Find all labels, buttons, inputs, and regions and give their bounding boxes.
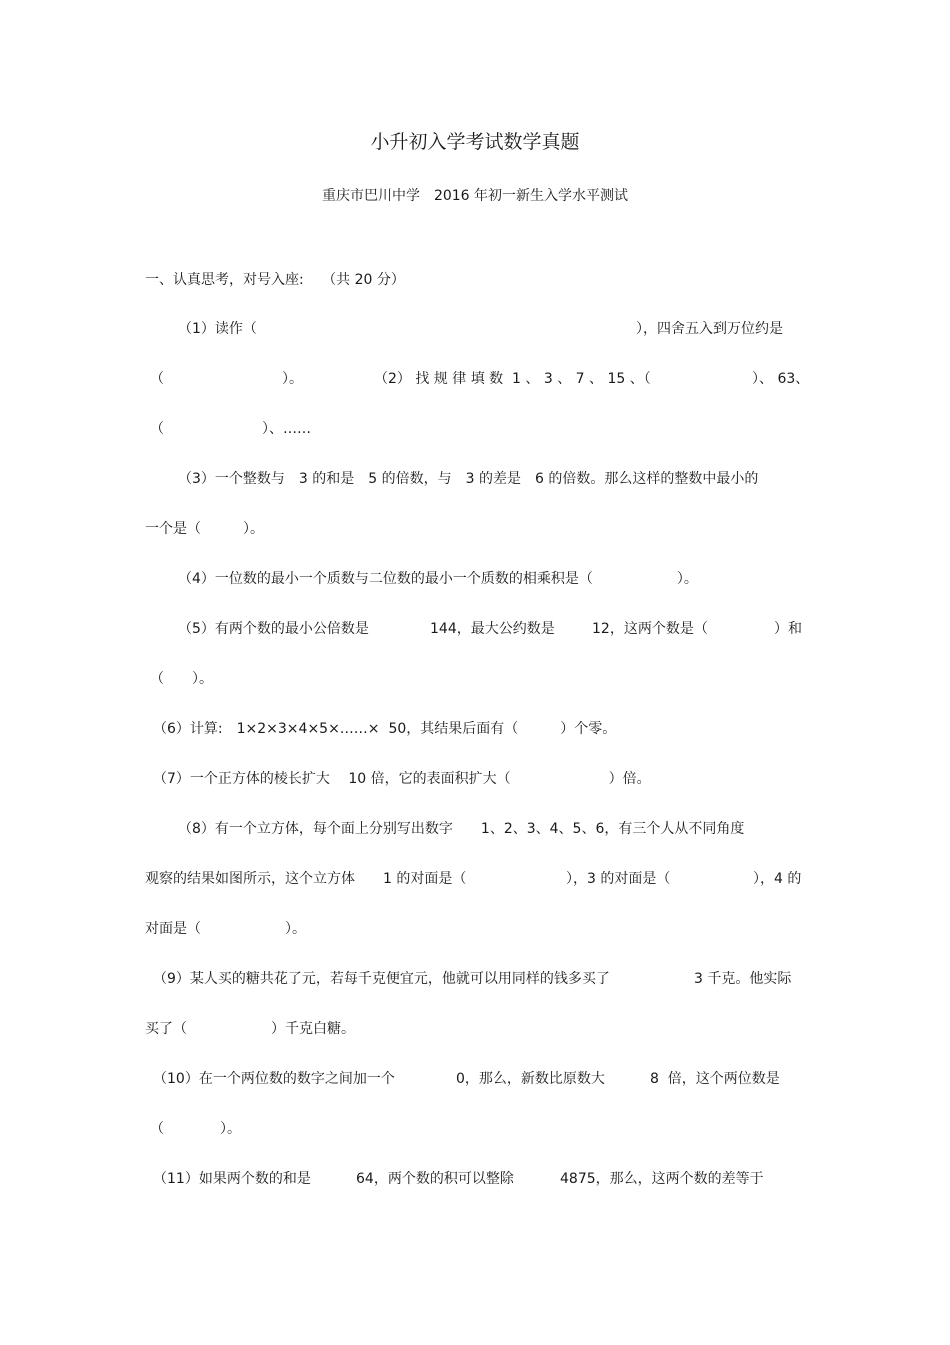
q5-line1-b: 144，最大公约数是 (430, 621, 555, 637)
q8-line2-c: ），4 的 (753, 871, 802, 887)
q8-line2-a: 观察的结果如图所示，这个立方体 1 的对面是（ (145, 871, 467, 887)
q5-line1-c: 12，这两个数是（ (592, 621, 708, 637)
q8-line2-b: ），3 的对面是（ (566, 871, 671, 887)
q3-line2: 一个是（ ）。 (145, 521, 264, 537)
q5-line1-d: ）和 (774, 621, 802, 637)
section-heading: 一、认真思考，对号入座: （共 20 分） (145, 272, 405, 288)
q10-line1-a: （10）在一个两位数的数字之间加一个 (153, 1071, 395, 1087)
q9-line1-b: 3 千克。他实际 (694, 971, 792, 987)
q2-pattern: （2） 找 规 律 填 数 1 、 3 、 7 、 15 、（ (374, 371, 651, 387)
q10-line2: （ ）。 (150, 1121, 241, 1137)
q1-line2-close: ）。 (282, 371, 303, 387)
q9-line1-a: （9）某人买的糖共花了元，若每千克便宜元，他就可以用同样的钱多买了 (153, 971, 610, 987)
q2-line3: （ ）、…… (150, 421, 311, 437)
q10-line1-c: 8 倍，这个两位数是 (650, 1071, 780, 1087)
q11-line1-c: 4875，那么，这两个数的差等于 (560, 1171, 764, 1187)
q3-line1: （3）一个整数与 3 的和是 5 的倍数，与 3 的差是 6 的倍数。那么这样的整数中最小的 (178, 471, 759, 487)
q11-line1-b: 64，两个数的积可以整除 (356, 1171, 514, 1187)
q6-line: （6）计算: 1×2×3×4×5×……× 50，其结果后面有（ ）个零。 (153, 721, 617, 737)
page-subtitle: 重庆市巴川中学 2016 年初一新生入学水平测试 (321, 188, 629, 204)
q10-line1-b: 0，那么，新数比原数大 (456, 1071, 605, 1087)
q5-line2: （ ）。 (150, 671, 213, 687)
page-title: 小升初入学考试数学真题 (370, 131, 580, 153)
q11-line1-a: （11）如果两个数的和是 (153, 1171, 311, 1187)
q1-line1-right: ），四舍五入到万位约是 (636, 321, 783, 337)
q8-line3: 对面是（ ）。 (145, 921, 306, 937)
q2-pattern-end: ）、 63、 (752, 371, 810, 387)
q8-line1: （8）有一个立方体，每个面上分别写出数字 1、2、3、4、5、6，有三个人从不同角度 (178, 821, 745, 837)
q5-line1-a: （5）有两个数的最小公倍数是 (178, 621, 369, 637)
q9-line2: 买了（ ）千克白糖。 (145, 1021, 355, 1037)
q1-line2-open: （ (150, 371, 164, 387)
q4-line: （4）一位数的最小一个质数与二位数的最小一个质数的相乘积是（ ）。 (178, 571, 698, 587)
q7-line: （7）一个正方体的棱长扩大 10 倍，它的表面积扩大（ ）倍。 (153, 771, 651, 787)
q1-line1-left: （1）读作（ (178, 321, 257, 337)
